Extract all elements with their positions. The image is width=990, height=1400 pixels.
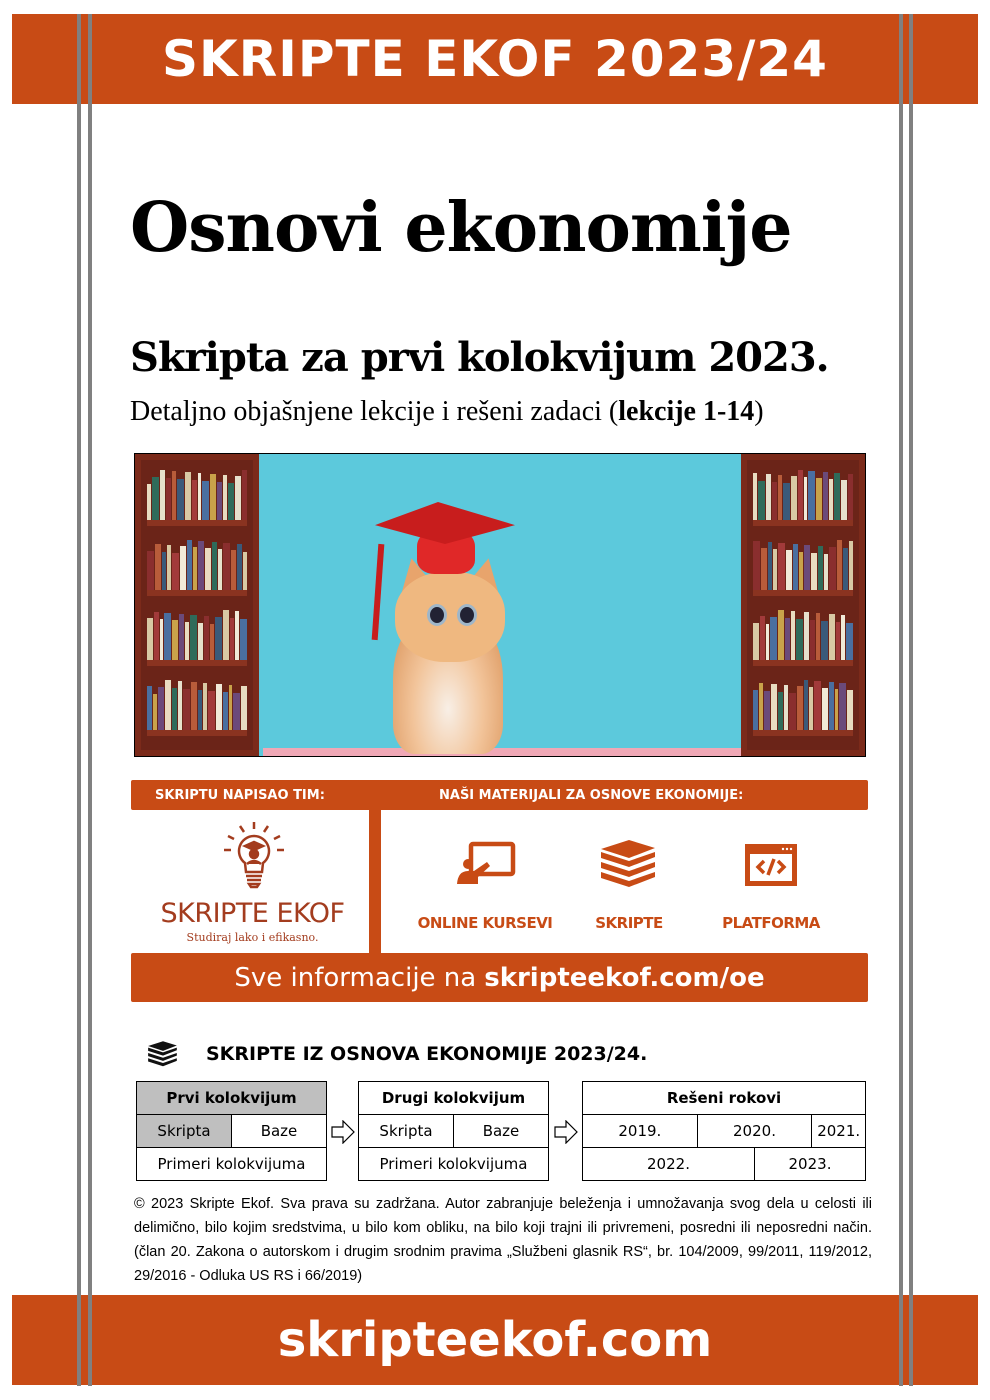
book-spine <box>147 484 151 520</box>
book-spine <box>841 480 847 520</box>
right-inner-rule <box>899 14 903 1386</box>
document-title: Osnovi ekonomije <box>130 188 792 268</box>
book-spine <box>223 543 230 590</box>
book-spine <box>834 473 841 520</box>
book-spine <box>233 693 240 730</box>
book-spine <box>847 690 853 730</box>
book-spine <box>764 691 771 730</box>
book-spine <box>147 686 152 730</box>
book-spine <box>185 622 189 660</box>
book-spine <box>240 619 247 660</box>
book-spine <box>154 612 159 660</box>
exam-year[interactable]: 2022. <box>583 1148 755 1181</box>
book-spine <box>242 470 247 520</box>
lightbulb-graduate-icon <box>222 820 286 890</box>
book-spine <box>160 619 164 660</box>
copyright-notice: © 2023 Skripte Ekof. Sva prava su zadržana. Autor zabranjuje beleženja i umnožavanja svog dela u celosti ili delimično, bilo kojim sredstvima, u bilo kom obliku, na bilo koji trajni ili privremeni, posredni ili neposredni način. (član 20. Zakona o autorskom i drugim srodnim pravima „Službeni glasnik RS“, br. 104/2009, 99/2011, 119/2012, 29/2016 - Odluka US RS i 66/2019) <box>134 1196 872 1284</box>
book-spine <box>829 479 833 520</box>
book-spine <box>212 542 217 590</box>
graduation-cap-tassel <box>372 544 385 640</box>
material-label: ONLINE KURSEVI <box>417 914 553 932</box>
book-spine <box>768 542 773 590</box>
rule-overlay <box>899 1295 903 1385</box>
book-spine <box>241 686 247 730</box>
panel-divider <box>369 810 381 954</box>
book-spine <box>198 623 204 660</box>
book-spine <box>179 614 184 660</box>
book-spine <box>818 546 823 590</box>
second-colloquium-header[interactable]: Drugi kolokvijum <box>359 1082 549 1115</box>
book-spine <box>810 620 815 660</box>
first-colloquium-examples[interactable]: Primeri kolokvijuma <box>137 1148 327 1181</box>
book-spine <box>202 481 209 520</box>
book-spine <box>205 548 211 590</box>
shelf-row <box>147 678 247 736</box>
book-spine <box>166 478 171 520</box>
rule-overlay <box>899 14 903 104</box>
book-spine <box>783 483 790 520</box>
exam-year[interactable]: 2020. <box>697 1115 812 1148</box>
material-online-courses[interactable] <box>410 840 560 932</box>
book-spine <box>203 683 207 730</box>
code-window-icon <box>739 840 803 888</box>
book-spine <box>167 545 171 590</box>
scripts-section-title: SKRIPTE IZ OSNOVA EKONOMIJE 2023/24. <box>206 1043 648 1065</box>
book-spine <box>172 688 177 730</box>
bookshelf-left <box>135 454 259 756</box>
book-spine <box>237 544 242 590</box>
book-spine <box>193 547 197 590</box>
book-spine <box>759 683 763 730</box>
book-spine <box>793 544 798 590</box>
book-spine <box>147 551 154 590</box>
footer-banner <box>12 1295 978 1385</box>
book-spine <box>147 618 153 660</box>
book-spine <box>771 684 777 730</box>
book-spine <box>761 548 767 590</box>
book-spine <box>164 613 171 660</box>
book-spine <box>165 680 171 730</box>
book-spine <box>804 477 808 520</box>
book-spine <box>849 541 853 590</box>
book-spine <box>816 478 822 520</box>
book-spine <box>191 682 197 730</box>
book-spine <box>216 684 222 730</box>
document-description <box>130 396 764 428</box>
shelf-row <box>147 608 247 666</box>
book-spine <box>772 482 777 520</box>
book-spine <box>814 681 821 730</box>
book-spine <box>786 550 792 590</box>
teacher-board-icon <box>453 840 517 888</box>
shelf-row <box>147 468 247 526</box>
book-spine <box>153 694 157 730</box>
book-spine <box>836 622 841 660</box>
book-spine <box>172 620 178 660</box>
header-banner-text: SKRIPTE EKOF 2023/24 <box>162 30 828 88</box>
book-spine <box>243 552 247 590</box>
second-colloquium-script[interactable]: Skripta <box>359 1115 454 1148</box>
book-spine <box>210 474 216 520</box>
book-spine <box>162 552 167 590</box>
book-spine <box>178 681 182 730</box>
left-inner-rule <box>88 14 92 1386</box>
book-spine <box>773 549 777 590</box>
book-spine <box>821 621 828 660</box>
book-spine <box>843 548 848 590</box>
book-spine <box>791 476 797 520</box>
material-label: SKRIPTE <box>595 914 663 932</box>
cat-head <box>395 572 505 662</box>
book-spine <box>231 550 237 590</box>
info-link[interactable]: skripteekof.com/oe <box>484 962 765 993</box>
book-spine <box>235 611 239 660</box>
book-spine <box>799 552 803 590</box>
book-spine <box>841 615 845 660</box>
book-spine <box>210 624 214 660</box>
book-spine <box>791 611 795 660</box>
rule-overlay <box>77 14 81 104</box>
book-spine <box>152 477 159 520</box>
book-spine <box>809 687 813 730</box>
second-colloquium-examples[interactable]: Primeri kolokvijuma <box>359 1148 549 1181</box>
cat-eye <box>427 604 447 626</box>
book-spine <box>172 471 176 520</box>
book-spine <box>235 476 241 520</box>
cat-eye <box>457 604 477 626</box>
book-spine <box>804 612 810 660</box>
footer-website[interactable]: skripteekof.com <box>277 1312 713 1368</box>
book-spine <box>829 682 834 730</box>
book-spine <box>228 483 235 520</box>
hero-image <box>134 453 866 757</box>
book-spine <box>808 471 815 520</box>
book-spine <box>158 687 165 730</box>
book-spine <box>190 615 197 660</box>
book-spine <box>198 690 203 730</box>
book-spine <box>784 685 788 730</box>
book-spine <box>185 472 191 520</box>
book-spine <box>172 553 179 590</box>
book-spine <box>198 541 205 590</box>
solved-exams-header[interactable]: Rešeni rokovi <box>583 1082 866 1115</box>
books-stack-icon <box>597 840 661 888</box>
team-header: SKRIPTU NAPISAO TIM: <box>155 788 325 803</box>
book-spine <box>804 680 809 730</box>
book-spine <box>778 543 785 590</box>
first-colloquium-bases[interactable]: Baze <box>232 1115 327 1148</box>
shelf-row <box>147 538 247 596</box>
book-spine <box>192 480 197 520</box>
book-spine <box>846 623 853 660</box>
book-spine <box>766 624 770 660</box>
book-spine <box>229 685 233 730</box>
rule-overlay <box>909 1295 913 1385</box>
book-spine <box>778 610 784 660</box>
book-spine <box>180 546 186 590</box>
info-prefix: Sve informacije na <box>234 962 477 993</box>
book-spine <box>829 547 836 590</box>
book-spine <box>796 619 803 660</box>
book-spine <box>837 540 843 590</box>
book-spine <box>848 474 853 520</box>
book-spine <box>223 610 229 660</box>
logo-slogan: Studiraj lako i efikasno. <box>186 931 319 944</box>
second-colloquium-bases[interactable]: Baze <box>454 1115 549 1148</box>
right-outer-rule <box>909 14 913 1386</box>
materials-panel-header <box>131 780 868 810</box>
books-stack-icon <box>146 1038 180 1070</box>
book-spine <box>155 544 161 590</box>
book-spine <box>760 616 765 660</box>
info-bar <box>131 953 868 1002</box>
shelf-row <box>753 608 853 666</box>
scripts-section-header <box>146 1038 647 1070</box>
book-spine <box>758 481 765 520</box>
description-suffix: ) <box>754 396 764 427</box>
book-spine <box>835 689 839 730</box>
book-spine <box>839 683 846 730</box>
book-spine <box>753 623 759 660</box>
logo-name: SKRIPTE EKOF <box>160 898 345 929</box>
book-spine <box>198 473 202 520</box>
book-spine <box>789 693 796 730</box>
book-spine <box>778 475 782 520</box>
book-spine <box>824 554 828 590</box>
rule-overlay <box>88 14 92 104</box>
material-scripts[interactable] <box>554 840 704 932</box>
book-spine <box>223 692 228 730</box>
exam-year[interactable]: 2021. <box>812 1115 866 1148</box>
book-spine <box>753 690 758 730</box>
bookshelf-right <box>741 454 865 756</box>
book-spine <box>778 692 783 730</box>
material-label: PLATFORMA <box>722 914 820 932</box>
book-spine <box>804 545 811 590</box>
book-spine <box>785 618 790 660</box>
rule-overlay <box>909 14 913 104</box>
description-prefix: Detaljno objašnjene lekcije i rešeni zadaci ( <box>130 396 619 427</box>
book-spine <box>183 689 190 730</box>
book-spine <box>217 482 222 520</box>
book-spine <box>829 614 835 660</box>
book-spine <box>218 549 222 590</box>
second-colloquium-table <box>358 1081 549 1181</box>
first-colloquium-script[interactable]: Skripta <box>137 1115 232 1148</box>
arrow-right-icon <box>331 1120 355 1144</box>
book-spine <box>766 474 772 520</box>
shelf-row <box>753 468 853 526</box>
exam-year[interactable]: 2019. <box>583 1115 698 1148</box>
book-spine <box>215 617 222 660</box>
solved-exams-table <box>582 1081 866 1181</box>
graduation-cap-board <box>375 502 515 544</box>
book-spine <box>811 553 817 590</box>
document-subtitle: Skripta za prvi kolokvijum 2023. <box>130 334 829 381</box>
book-spine <box>230 618 235 660</box>
book-spine <box>798 470 803 520</box>
book-spine <box>822 688 828 730</box>
book-spine <box>753 473 757 520</box>
book-spine <box>187 540 192 590</box>
rule-overlay <box>77 1295 81 1385</box>
rule-overlay <box>88 1295 92 1385</box>
left-outer-rule <box>77 14 81 1386</box>
book-spine <box>770 617 777 660</box>
book-spine <box>816 613 820 660</box>
book-spine <box>223 475 227 520</box>
pink-desk <box>263 748 743 756</box>
book-spine <box>753 541 760 590</box>
header-banner <box>12 14 978 104</box>
book-spine <box>177 479 184 520</box>
material-platform[interactable] <box>696 840 846 932</box>
book-spine <box>208 691 215 730</box>
first-colloquium-header[interactable]: Prvi kolokvijum <box>137 1082 327 1115</box>
skripte-ekof-logo[interactable] <box>140 820 365 950</box>
first-colloquium-table <box>136 1081 327 1181</box>
shelf-row <box>753 678 853 736</box>
materials-header: NAŠI MATERIJALI ZA OSNOVE EKONOMIJE: <box>439 788 744 803</box>
description-lessons: lekcije 1-14 <box>618 396 755 427</box>
book-spine <box>823 472 828 520</box>
book-spine <box>797 686 803 730</box>
shelf-row <box>753 538 853 596</box>
book-spine <box>204 616 209 660</box>
arrow-right-icon <box>554 1120 578 1144</box>
book-spine <box>160 470 166 520</box>
exam-year[interactable]: 2023. <box>755 1148 866 1181</box>
